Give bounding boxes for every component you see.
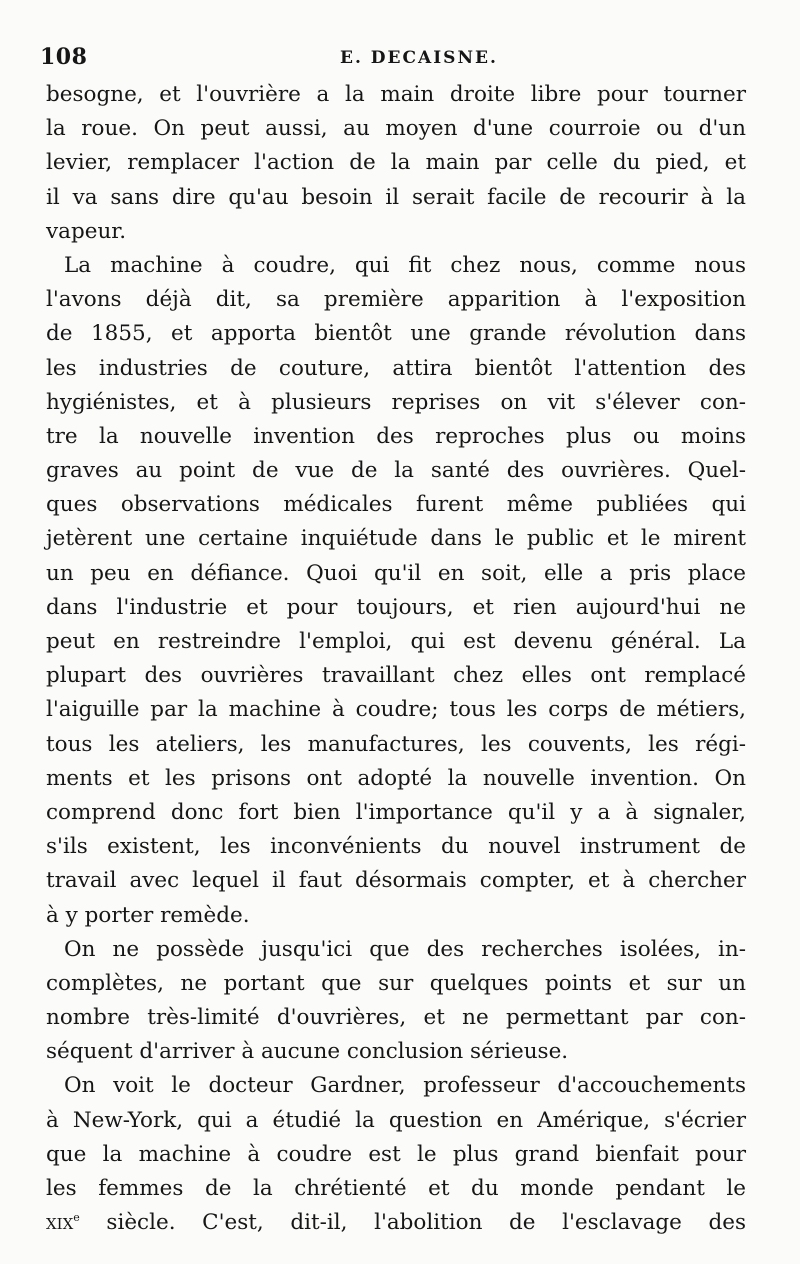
text-line: besogne, et l'ouvrière a la main droite libre pour tourner: [46, 82, 746, 107]
text-line: s'ils existent, les inconvénients du nouvel instrument de: [46, 834, 746, 860]
text-line: ques observations médicales furent même publiées qui: [46, 492, 746, 518]
text-line: l'avons déjà dit, sa première apparition à l'exposition: [46, 287, 746, 313]
paragraph-first-line: On ne possède jusqu'ici que des recherches isolées, in-: [64, 936, 746, 962]
text-line: tre la nouvelle invention des reproches plus ou moins: [46, 423, 746, 449]
text-line: à New-York, qui a étudié la question en Amérique, s'écrier: [46, 1107, 746, 1133]
text-line: que la machine à coudre est le plus grand bienfait pour: [46, 1141, 746, 1167]
text-line: il va sans dire qu'au besoin il serait facile de recourir à la: [46, 184, 746, 210]
body-text: [46, 78, 746, 1240]
running-head: E. DECAISNE.: [340, 48, 498, 68]
final-line-text: siècle. C'est, dit-il, l'abolition de l'esclavage des: [79, 1210, 746, 1236]
page-header: [40, 40, 745, 76]
page-number: 108: [40, 44, 88, 70]
text-line: un peu en défiance. Quoi qu'il en soit, elle a pris place: [46, 560, 746, 586]
text-line: la roue. On peut aussi, au moyen d'une courroie ou d'un: [46, 116, 746, 142]
text-line: comprend donc fort bien l'importance qu'il y a à signaler,: [46, 799, 746, 825]
text-line: travail avec lequel il faut désormais compter, et à chercher: [46, 868, 746, 894]
text-line: tous les ateliers, les manufactures, les couvents, les régi-: [46, 731, 746, 757]
text-line: hygiénistes, et à plusieurs reprises on vit s'élever con-: [46, 389, 746, 415]
text-line: ments et les prisons ont adopté la nouvelle invention. On: [46, 765, 746, 791]
text-line: les industries de couture, attira bientôt l'attention des: [46, 355, 746, 381]
paragraph-first-line: La machine à coudre, qui fit chez nous, comme nous: [64, 252, 746, 278]
text-line: les femmes de la chrétienté et du monde pendant le: [46, 1176, 746, 1201]
text-line: complètes, ne portant que sur quelques points et sur un: [46, 970, 746, 996]
century-superscript: e: [73, 1211, 80, 1225]
text-line: dans l'industrie et pour toujours, et rien aujourd'hui ne: [46, 594, 746, 620]
text-line: vapeur.: [46, 218, 127, 244]
paragraph-first-line: On voit le docteur Gardner, professeur d'accouchements: [64, 1073, 746, 1099]
text-line: peut en restreindre l'emploi, qui est devenu général. La: [46, 629, 746, 654]
text-line: plupart des ouvrières travaillant chez elles ont remplacé: [46, 663, 746, 689]
text-line: de 1855, et apporta bientôt une grande révolution dans: [46, 321, 746, 347]
final-text-line: [46, 1206, 746, 1240]
text-line: levier, remplacer l'action de la main par celle du pied, et: [46, 150, 746, 176]
text-line: séquent d'arriver à aucune conclusion sérieuse.: [46, 1039, 569, 1065]
text-line: graves au point de vue de la santé des ouvrières. Quel-: [46, 458, 746, 484]
text-line: nombre très-limité d'ouvrières, et ne permettant par con-: [46, 1005, 746, 1031]
text-line: l'aiguille par la machine à coudre; tous les corps de métiers,: [46, 697, 746, 723]
text-line: jetèrent une certaine inquiétude dans le public et le mirent: [46, 526, 746, 552]
century-numeral: xix: [46, 1210, 74, 1236]
text-line: à y porter remède.: [46, 902, 250, 928]
